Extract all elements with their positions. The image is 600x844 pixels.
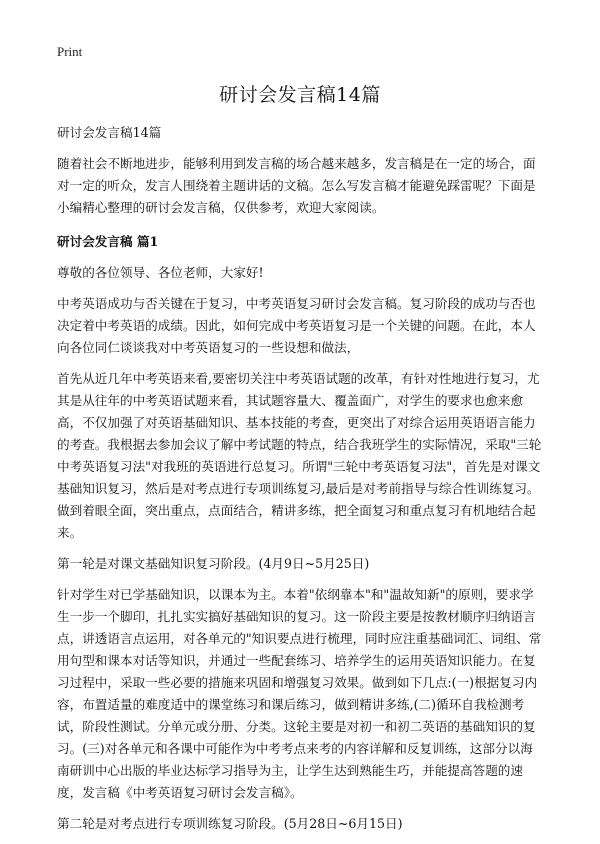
body-paragraph: 针对学生对已学基础知识，以课本为主。本着"依纲靠本"和"温故知新"的原则，要求学生一步一个脚印，扎扎实实搞好基础知识的复习。这一阶段主要是按教材顺序归纳语言点，讲透语言点运用，对各单元的"知识要点进行梳理，同时应注重基础词汇、词组、常用句型和课本对话等知识，并通过一些配套练习、培养学生的运用英语知识能力。在复习过程中，采取一些必要的措施来巩固和增强复习效果。做到如下几点:(一)根据复习内容，布置适量的难度适中的课堂练习和课后练习，做到精讲多练,(二)循环自我检测考试，阶段性测试。分单元或分册、分类。这轮主要是对初一和初二英语的基础知识的复习。(三)对各单元和各课中可能作为中考考点来考的内容详解和反复训练，这部分以海南研训中心出版的毕业达标学习指导为主，让学生达到熟能生巧，并能提高答题的速度，发言稿《中考英语复习研讨会发言稿》。 (57, 587, 542, 800)
body-paragraph: 首先从近几年中考英语来看,要密切关注中考英语试题的改革，有针对性地进行复习，尤其是从往年的中考英语试题来看，其试题容量大、覆盖面广，对学生的要求也愈来愈高，不仅加强了对英语基础知识、基本技能的考查，更突出了对综合运用英语语言能力的考查。我根据去参加会议了解中考试题的特点，结合我班学生的实际情况，采取"三轮中考英语复习法"对我班的英语进行总复习。所谓"三轮中考英语复习法"，首先是对课文基础知识复习，然后是对考点进行专项训练复习,最后是对考前指导与综合性训练复习。做到着眼全面，突出重点，点面结合，精讲多练，把全面复习和重点复习有机地结合起来。 (57, 371, 542, 540)
document-body (57, 122, 545, 844)
greeting-paragraph: 尊敬的各位领导、各位老师，大家好! (57, 265, 264, 280)
intro-heading: 研讨会发言稿14篇 (57, 125, 162, 140)
page-title: 研讨会发言稿14篇 (219, 84, 381, 106)
phase-one-heading: 第一轮是对课文基础知识复习阶段。(4月9日~5月25日) (57, 556, 370, 571)
body-paragraph: 中考英语成功与否关键在于复习，中考英语复习研讨会发言稿。复习阶段的成功与否也决定着中考英语的成绩。因此，如何完成中考英语复习是一个关键的问题。在此，本人向各位同仁谈谈我对中考英语复习的一些设想和做法， (57, 296, 536, 355)
phase-two-heading: 第二轮是对考点进行专项训练复习阶段。(5月28日~6月15日) (57, 816, 403, 831)
intro-paragraph: 随着社会不断地进步，能够利用到发言稿的场合越来越多，发言稿是在一定的场合，面对一定的听众，发言人围绕着主题讲话的文稿。怎么写发言稿才能避免踩雷呢？下面是小编精心整理的研讨会发言稿，仅供参考，欢迎大家阅读。 (57, 156, 536, 215)
section-heading: 研讨会发言稿 篇1 (57, 234, 159, 249)
print-link[interactable]: Print (57, 44, 83, 59)
